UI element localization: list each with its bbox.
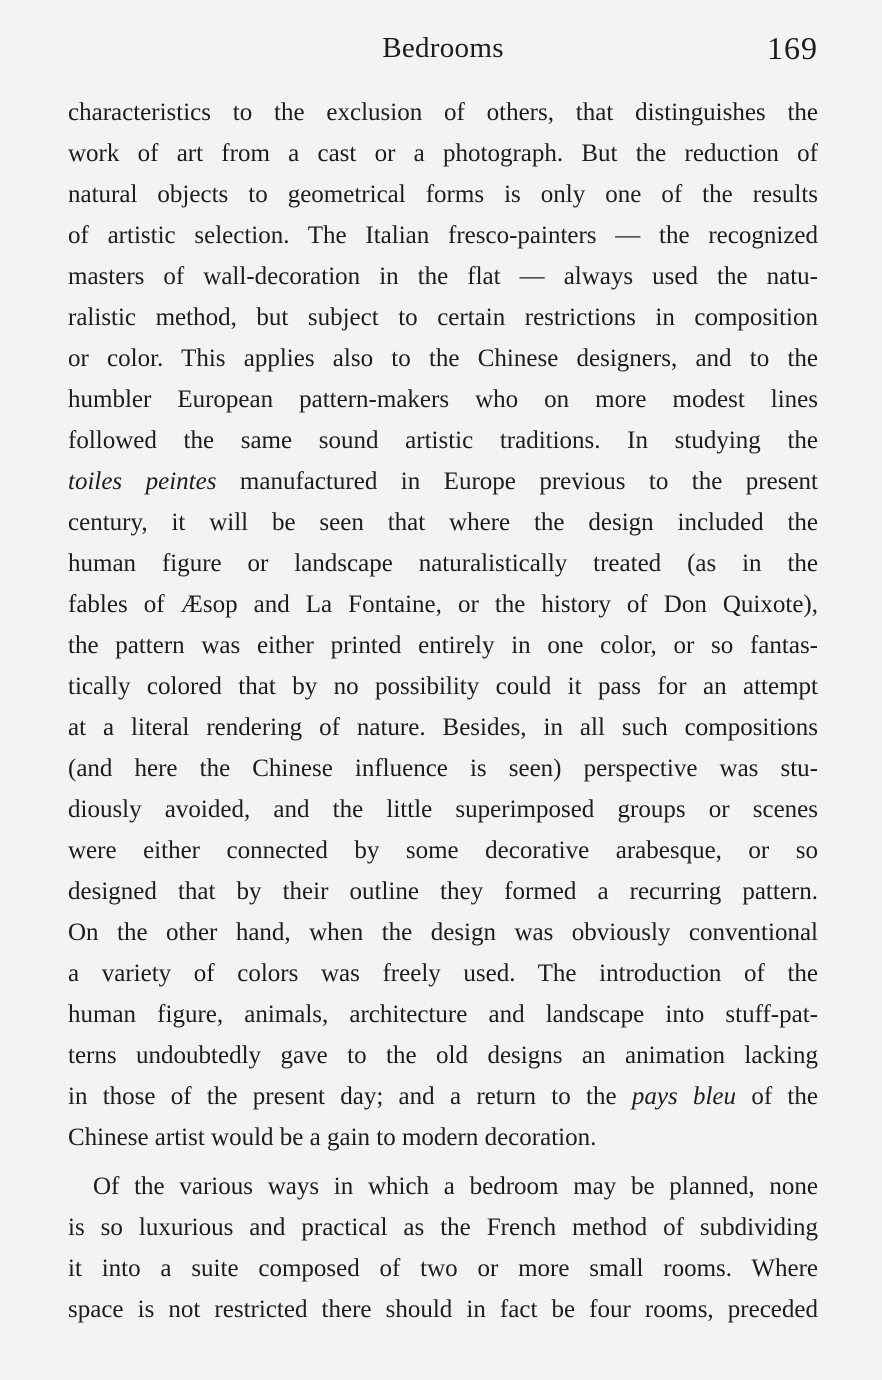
text-run: century, it will be seen that where the design included the [68,509,818,536]
paragraph-gap [68,1158,818,1166]
text-line [68,297,818,338]
text-run: On the other hand, when the design was obviously conventional [68,919,818,946]
text-run: Chinese artist would be a gain to modern decoration. [68,1124,597,1151]
text-line [68,256,818,297]
text-line [68,338,818,379]
text-line [68,543,818,584]
text-run: human figure, animals, architecture and landscape into stuff-pat- [68,1001,818,1028]
text-line [68,1248,818,1289]
text-run: masters of wall-decoration in the flat — always used the natu- [68,263,818,290]
text-line [68,133,818,174]
text-line [68,174,818,215]
text-line [68,953,818,994]
text-run: of the [736,1083,818,1110]
text-run: is so luxurious and practical as the French method of subdividing [68,1214,818,1241]
text-run: designed that by their outline they formed a recurring pattern. [68,878,818,905]
text-line [68,625,818,666]
text-line [68,666,818,707]
text-run: fables of Æsop and La Fontaine, or the history of Don Quixote), [68,591,818,618]
text-line [68,1035,818,1076]
text-run: human figure or landscape naturalistically treated (as in the [68,550,818,577]
text-run: the pattern was either printed entirely in one color, or so fantas- [68,632,818,659]
text-run: Of the various ways in which a bedroom may be planned, none [93,1173,818,1200]
text-line [68,830,818,871]
text-run: humbler European pattern-makers who on more modest lines [68,386,818,413]
text-run: at a literal rendering of nature. Besides, in all such compositions [68,714,818,741]
text-line [68,871,818,912]
text-line [68,584,818,625]
text-run: it into a suite composed of two or more small rooms. Where [68,1255,818,1282]
text-line [68,1289,818,1330]
text-line [68,1166,818,1207]
text-run: manufactured in Europe previous to the present [216,468,818,495]
text-run: a variety of colors was freely used. The introduction of the [68,960,818,987]
text-line [68,92,818,133]
text-run: natural objects to geometrical forms is only one of the results [68,181,818,208]
text-run: characteristics to the exclusion of others, that distinguishes the [68,99,818,126]
page-number: 169 [767,30,818,66]
text-line [68,707,818,748]
paragraph [68,92,818,1158]
text-run: ralistic method, but subject to certain restrictions in composition [68,304,818,331]
text-run: diously avoided, and the little superimposed groups or scenes [68,796,818,823]
text-run: followed the same sound artistic traditions. In studying the [68,427,818,454]
text-line [68,1207,818,1248]
text-run: or color. This applies also to the Chinese designers, and to the [68,345,818,372]
running-head: Bedrooms [382,32,504,64]
text-run: of artistic selection. The Italian fresco-painters — the recognized [68,222,818,249]
text-run: work of art from a cast or a photograph. But the reduction of [68,140,818,167]
body-text [68,92,818,1330]
text-run: in those of the present day; and a return to the [68,1083,632,1110]
text-run: space is not restricted there should in fact be four rooms, preceded [68,1296,818,1323]
text-line [68,502,818,543]
text-run: terns undoubtedly gave to the old designs an animation lacking [68,1042,818,1069]
page-header [68,28,818,68]
text-line [68,379,818,420]
text-line [68,789,818,830]
text-run: (and here the Chinese influence is seen) perspective was stu- [68,755,818,782]
text-line [68,994,818,1035]
text-run: were either connected by some decorative arabesque, or so [68,837,818,864]
text-run: tically colored that by no possibility could it pass for an attempt [68,673,818,700]
text-line [68,1076,818,1117]
text-line [68,912,818,953]
text-line [68,1117,818,1158]
text-line [68,461,818,502]
text-line [68,215,818,256]
text-line [68,748,818,789]
italic-text: toiles peintes [68,468,217,495]
paragraph [68,1166,818,1330]
text-line [68,420,818,461]
italic-text: pays bleu [631,1083,737,1110]
